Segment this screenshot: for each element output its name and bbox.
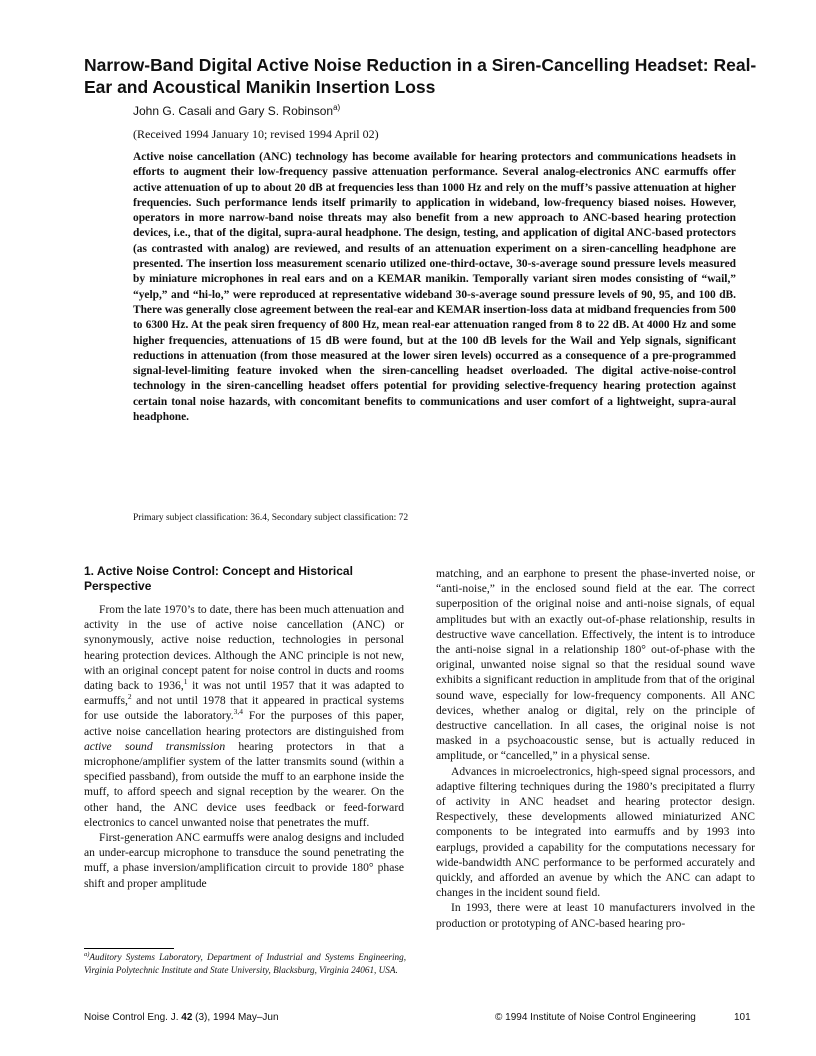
reference-marker: 2	[127, 692, 132, 702]
text-run: and not until 1978 that it appeared in practical systems for use outside the laboratory.	[84, 694, 404, 723]
paragraph: Advances in microelectronics, high-speed signal processors, and adaptive filtering techniques during the 1980’s precipitated a flurry of activity in ANC headset and hearing protector design. Respectively, these developments allowed miniaturized ANC components to be integrated into earmuffs and by 1993 into earplugs, provided a capability for the computations necessary for wide-bandwidth ANC performance to be performed accurately and quickly, and afforded an avenue by which the ANC can adapt to changes in the incident sound field.	[436, 764, 755, 900]
text-run: hearing protectors in that a microphone/amplifier system of the latter transmits sound (within a specified passband), from outside the muff to an earphone inside the muff, to afford speech and signal reception by the wearer. On the other hand, the ANC device uses feedback or feed-forward electronics to cancel unwanted noise that penetrates the muff.	[84, 739, 404, 829]
reference-marker: 1	[183, 677, 188, 687]
received-date: (Received 1994 January 10; revised 1994 April 02)	[133, 127, 379, 141]
paragraph: In 1993, there were at least 10 manufacturers involved in the production or prototyping of ANC-based hearing pro-	[436, 901, 755, 930]
copyright-notice: © 1994 Institute of Noise Control Engineering	[495, 1012, 696, 1023]
author-names: John G. Casali and Gary S. Robinson	[133, 104, 334, 118]
footnote-mark: a)	[84, 950, 90, 958]
text-run: For the purposes of this paper, active noise cancellation hearing protectors are distinguished from	[84, 709, 404, 738]
author-affiliation-mark: a)	[333, 103, 341, 112]
journal-issue: (3), 1994 May–Jun	[192, 1012, 279, 1023]
left-column	[84, 564, 404, 891]
abstract: Active noise cancellation (ANC) technology has become available for hearing protectors and communications headsets in efforts to augment their low-frequency passive attenuation performance. Several analog-electronics ANC earmuffs offer active attenuation of up to about 20 dB at frequencies less than 1000 Hz and rely on the muff’s passive attenuation at higher frequencies. Such performance lends itself primarily to application in wideband, low-frequency biased noises. However, operators in more narrow-band noise threats may also benefit from a new approach to ANC-based hearing protection devices, i.e., that of the digital, supra-aural headphone. The design, testing, and application of digital ANC-based protectors (as contrasted with analog) are reviewed, and results of an attenuation experiment on a siren-cancelling headphone are presented. The insertion loss measurement scenario utilized one-third-octave, 30-s-average sound pressure levels measured by miniature microphones in real ears and on a KEMAR manikin. Temporally variant siren modes consisting of “wail,” “yelp,” and “hi-lo,” were reproduced at representative wideband 30-s-average sound pressure levels of 90, 95, and 100 dB. There was generally close agreement between the real-ear and KEMAR insertion-loss data at midband frequencies from 500 to 6300 Hz. At the peak siren frequency of 800 Hz, mean real-ear attenuation ranged from 8 to 22 dB. At 4000 Hz and some higher frequencies, attenuations of 15 dB were found, but at the 100 dB levels for the Wail and Yelp signals, significant reductions in attenuation (from those measured at the lower siren levels) occurred as a consequence of a pre-programmed signal-level-limiting feature invoked when the siren-cancelling headset overloaded. The digital active-noise-control technology in the siren-cancelling headset offers potential for providing selective-frequency hearing protection against certain tonal noise hazards, with concomitant benefits to communications and user comfort of a lightweight, supra-aural headphone.	[133, 151, 737, 424]
page-number: 101	[734, 1012, 751, 1023]
paragraph	[84, 602, 404, 830]
paragraph: First-generation ANC earmuffs were analog designs and included an under-earcup microphone to transduce the sound penetrating the muff, a phase inversion/amplification circuit to provide 180° phase shift and proper amplitude	[84, 831, 404, 890]
footnote	[84, 951, 406, 976]
reference-marker: 3,4	[233, 707, 244, 717]
text-run: From the late 1970’s to date, there has been much attenuation and activity in the use of active noise cancellation (ANC) or synonymously, active noise reduction, technologies in personal hearing protection devices. Although the ANC principle is not new, with an original concept patent for noise control in ducts and rooms dating back to 1936,	[84, 603, 404, 693]
subject-classification: Primary subject classification: 36.4, Secondary subject classification: 72	[133, 513, 409, 523]
right-column	[436, 566, 755, 931]
footnote-rule	[84, 948, 174, 949]
footnote-text: Auditory Systems Laboratory, Department of Industrial and Systems Engineering, Virginia Polytechnic Institute and State University, Blacksburg, Virginia 24061, USA.	[84, 952, 406, 975]
author-line	[133, 104, 340, 118]
journal-name: Noise Control Eng. J.	[84, 1012, 182, 1023]
emphasis: active sound transmission	[84, 739, 226, 753]
paragraph: matching, and an earphone to present the phase-inverted noise, or “anti-noise,” in the enclosed sound field at the ear. The correct superposition of the original noise and anti-noise signals, of equal amplitudes but with an exactly out-of-phase relationship, results in destructive wave cancellation. Effectively, the intent is to introduce the anti-noise signal in a relationship 180° out-of-phase with the original, unwanted noise signal so that the residual sound wave exhibits a significant reduction in amplitude from that of the original sound wave, especially for low-frequency components. All ANC devices, whether analog or digital, rely on the principle of destructive cancellation. In all cases, the original noise is not masked in a psychoacoustic sense, but is actually reduced in amplitude, or “cancelled,” in a physical sense.	[436, 567, 755, 763]
journal-citation	[84, 1012, 279, 1023]
section-heading: 1. Active Noise Control: Concept and Historical Perspective	[84, 564, 353, 593]
journal-volume: 42	[181, 1012, 193, 1023]
article-title: Narrow-Band Digital Active Noise Reduction in a Siren-Cancelling Headset: Real-Ear and Acoustical Manikin Insertion Loss	[84, 55, 757, 97]
text-run: it was not until 1957 that it was adapted to earmuffs,	[84, 679, 404, 708]
